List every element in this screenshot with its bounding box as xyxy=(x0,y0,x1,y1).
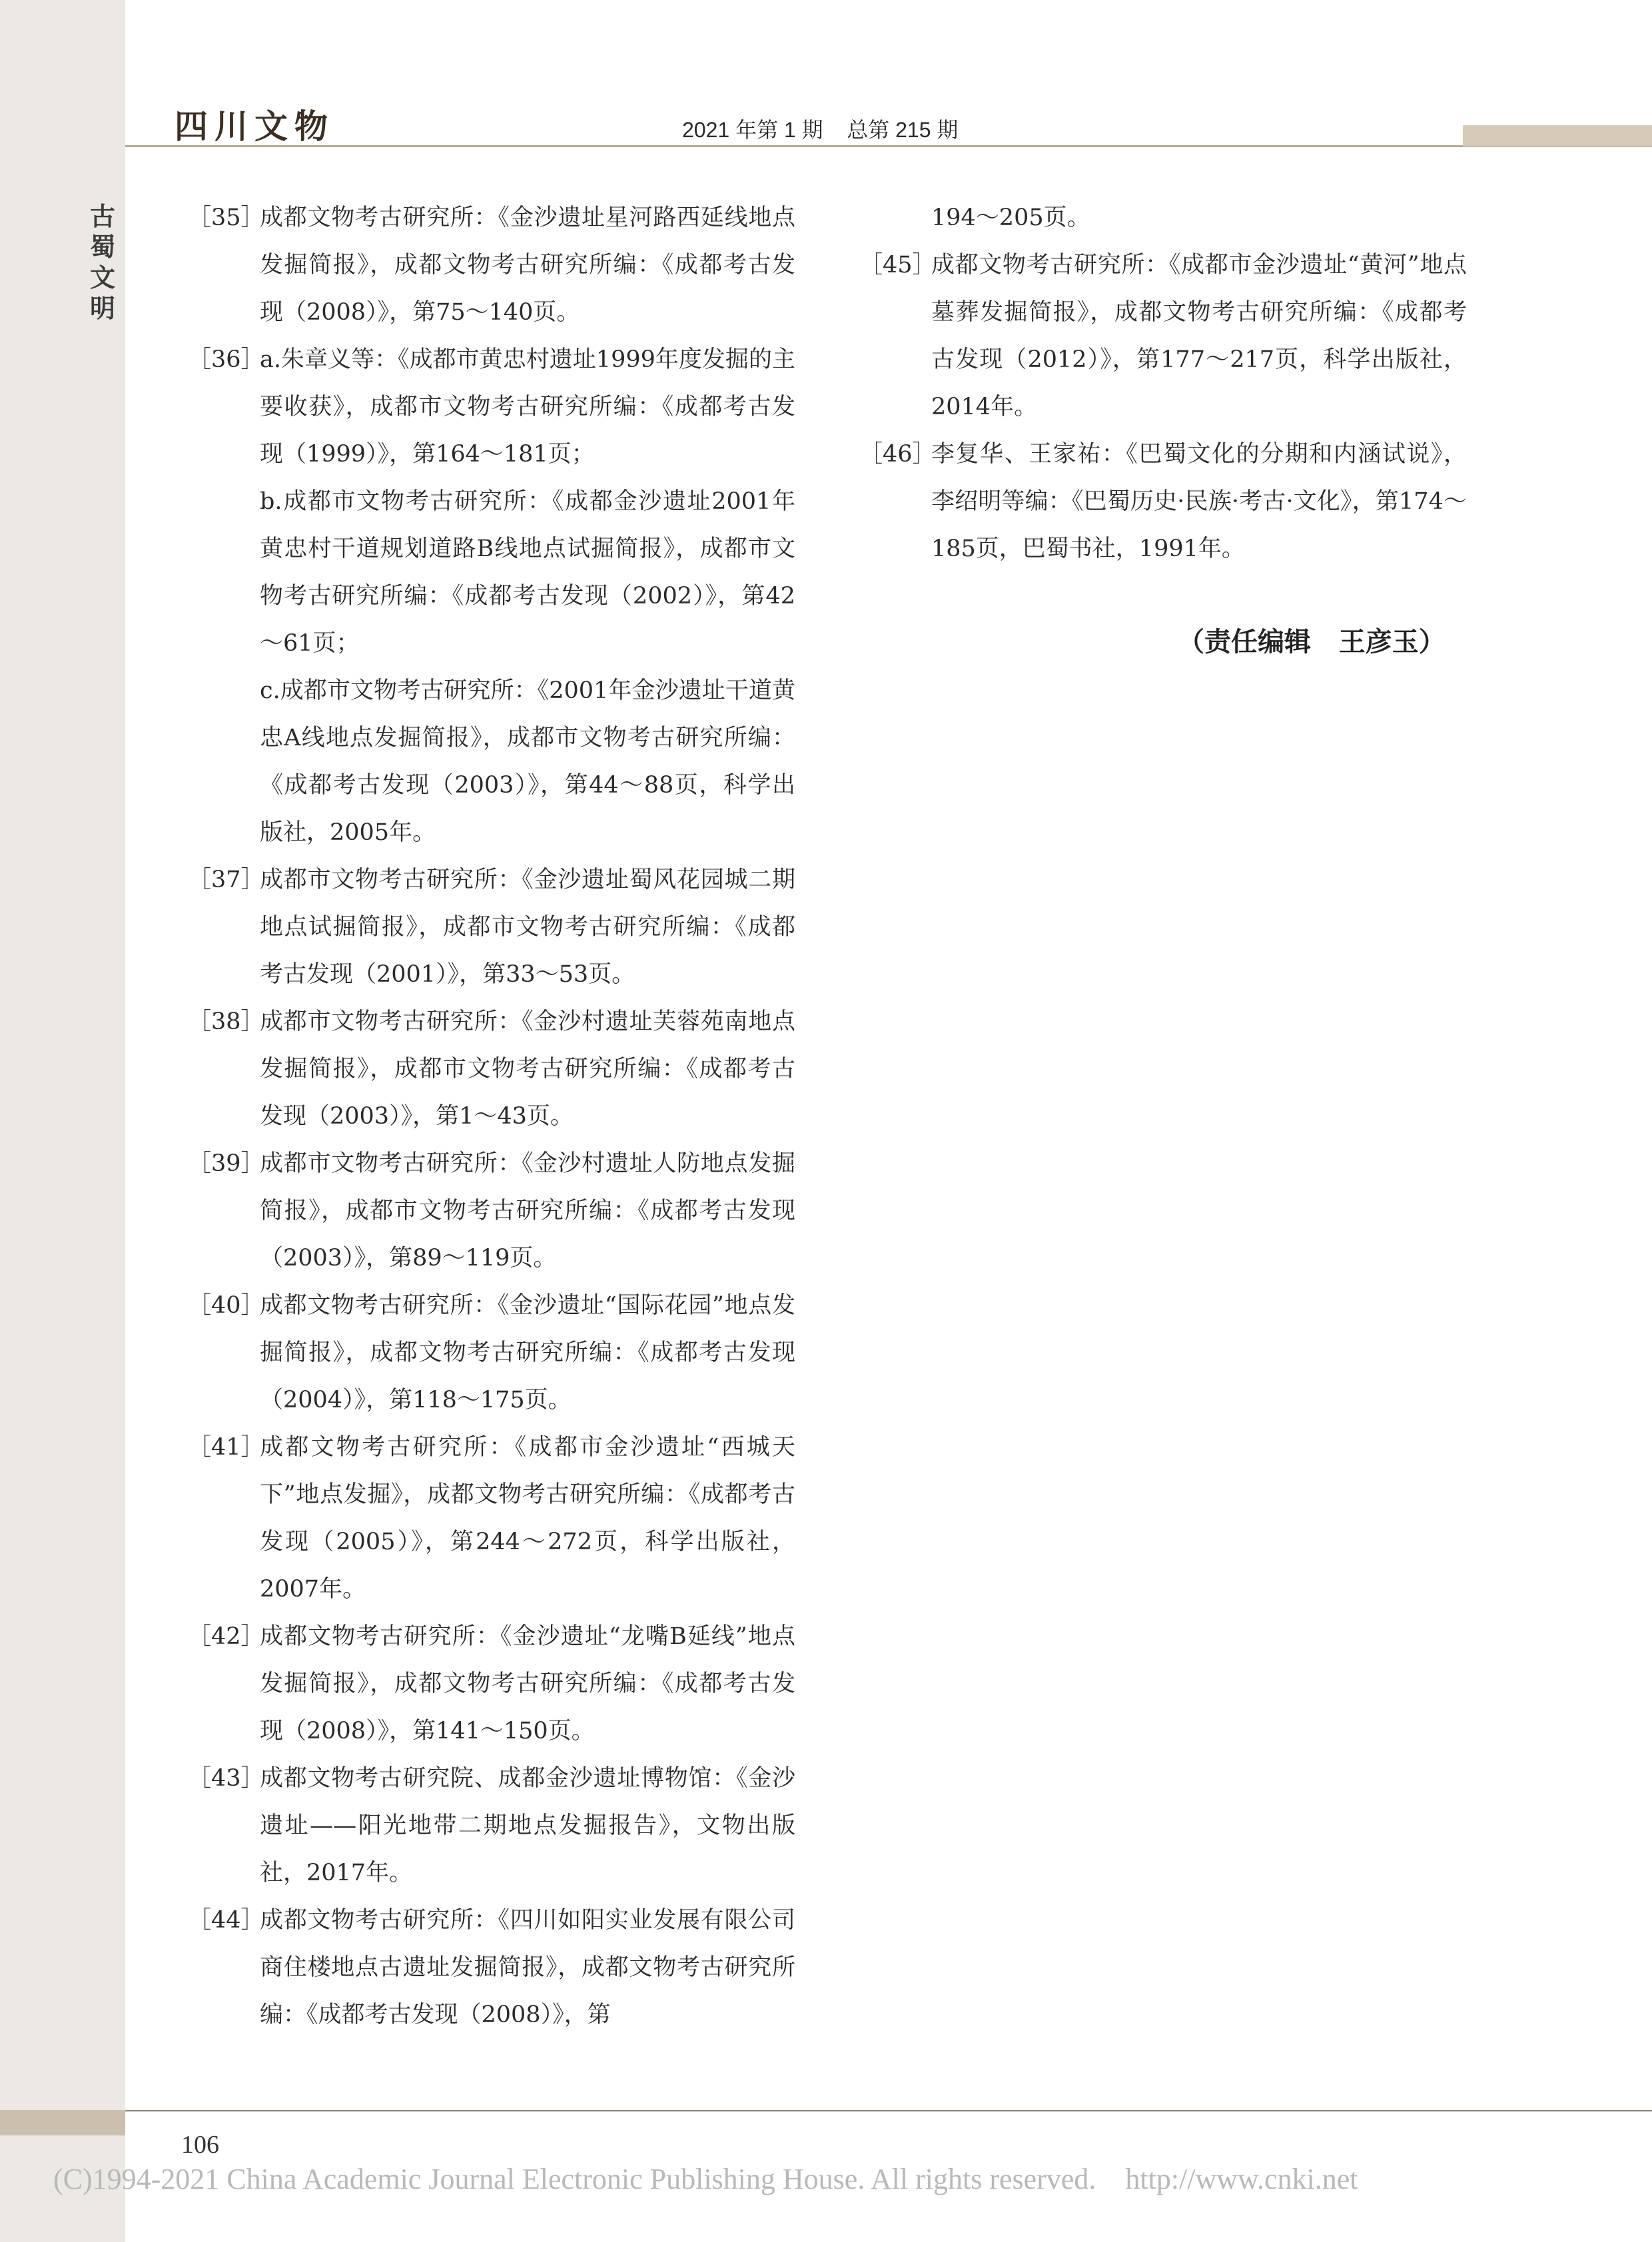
reference-number: ［42］ xyxy=(188,1623,264,1650)
reference-number: ［35］ xyxy=(188,204,264,231)
reference-43 xyxy=(188,1755,795,1897)
reference-41 xyxy=(188,1424,795,1613)
reference-number: ［45］ xyxy=(859,252,936,278)
reference-number: ［46］ xyxy=(859,441,936,468)
reference-text: 成都文物考古研究所：《金沙遗址“国际花园”地点发掘简报》，成都文物考古研究所编：《成都考古发现（2004）》，第118～175页。 xyxy=(260,1292,795,1413)
reference-number: ［43］ xyxy=(188,1765,264,1792)
editor-credit: （责任编辑 王彦玉） xyxy=(1178,626,1446,657)
reference-number: ［41］ xyxy=(188,1434,264,1461)
reference-text: 成都文物考古研究所：《四川如阳实业发展有限公司商住楼地点古遗址发掘简报》，成都文物考古研究所编：《成都考古发现（2008）》，第 xyxy=(260,1907,795,2028)
reference-text: 成都文物考古研究院、成都金沙遗址博物馆：《金沙遗址——阳光地带二期地点发掘报告》，文物出版社，2017年。 xyxy=(260,1765,795,1886)
references-right-column xyxy=(859,194,1467,573)
reference-38 xyxy=(188,998,795,1140)
reference-number: ［44］ xyxy=(188,1907,264,1934)
reference-number: ［38］ xyxy=(188,1008,264,1035)
reference-39 xyxy=(188,1140,795,1282)
reference-number: ［36］ xyxy=(188,346,264,373)
page-number: 106 xyxy=(181,2131,219,2159)
reference-45 xyxy=(859,242,1467,431)
reference-number: ［37］ xyxy=(188,867,264,893)
reference-text: 成都文物考古研究所：《成都市金沙遗址“黄河”地点墓葬发掘简报》，成都文物考古研究所编：《成都考古发现（2012）》，第177～217页，科学出版社，2014年。 xyxy=(931,252,1467,420)
reference-number: ［40］ xyxy=(188,1292,264,1319)
section-tab: 古蜀文明 xyxy=(89,202,115,323)
reference-text: 194～205页。 xyxy=(931,204,1090,231)
reference-text-a: a.朱章义等：《成都市黄忠村遗址1999年度发掘的主要收获》，成都市文物考古研究所编：《成都考古发现（1999）》，第164～181页； xyxy=(260,346,795,468)
reference-text: 成都文物考古研究所：《金沙遗址星河路西延线地点发掘简报》，成都文物考古研究所编：《成都考古发现（2008）》，第75～140页。 xyxy=(260,204,795,326)
header-accent-band xyxy=(1463,125,1652,147)
issue-info: 2021 年第 1 期 总第 215 期 xyxy=(682,118,959,142)
reference-40 xyxy=(188,1282,795,1424)
header-rule xyxy=(125,145,1652,147)
copyright-notice: (C)1994-2021 China Academic Journal Electronic Publishing House. All rights reserved. http://www.cnki.net xyxy=(53,2163,1358,2195)
references-left-column xyxy=(188,194,795,2039)
reference-text-b: b.成都市文物考古研究所：《成都金沙遗址2001年黄忠村干道规划道路B线地点试掘简报》，成都市文物考古研究所编：《成都考古发现（2002）》，第42～61页； xyxy=(260,488,795,657)
footer-accent-band xyxy=(0,2110,125,2135)
reference-text: 成都市文物考古研究所：《金沙遗址蜀风花园城二期地点试掘简报》，成都市文物考古研究所编：《成都考古发现（2001）》，第33～53页。 xyxy=(260,867,795,988)
reference-text: 成都文物考古研究所：《成都市金沙遗址“西城天下”地点发掘》，成都文物考古研究所编：《成都考古发现（2005）》，第244～272页，科学出版社，2007年。 xyxy=(260,1434,795,1603)
reference-text: 成都文物考古研究所：《金沙遗址“龙嘴B延线”地点发掘简报》，成都文物考古研究所编：《成都考古发现（2008）》，第141～150页。 xyxy=(260,1623,795,1744)
reference-46 xyxy=(859,431,1467,573)
journal-logo: 四川文物 xyxy=(175,107,334,146)
reference-number: ［39］ xyxy=(188,1150,264,1177)
reference-text: 成都市文物考古研究所：《金沙村遗址芙蓉苑南地点发掘简报》，成都市文物考古研究所编：《成都考古发现（2003）》，第1～43页。 xyxy=(260,1008,795,1130)
reference-37 xyxy=(188,857,795,998)
reference-text: 成都市文物考古研究所：《金沙村遗址人防地点发掘简报》，成都市文物考古研究所编：《成都考古发现（2003）》，第89～119页。 xyxy=(260,1150,795,1272)
reference-36 xyxy=(188,336,795,857)
reference-text: 李复华、王家祐：《巴蜀文化的分期和内涵试说》，李绍明等编：《巴蜀历史·民族·考古·文化》，第174～185页，巴蜀书社，1991年。 xyxy=(931,441,1467,562)
reference-35 xyxy=(188,194,795,336)
reference-text-c: c.成都市文物考古研究所：《2001年金沙遗址干道黄忠A线地点发掘简报》，成都市文物考古研究所编：《成都考古发现（2003）》，第44～88页，科学出版社，2005年。 xyxy=(260,677,795,846)
left-margin-strip xyxy=(0,0,125,2242)
reference-44-continued xyxy=(859,194,1467,242)
reference-42 xyxy=(188,1613,795,1755)
footer-rule xyxy=(125,2110,1652,2111)
reference-44 xyxy=(188,1897,795,2039)
